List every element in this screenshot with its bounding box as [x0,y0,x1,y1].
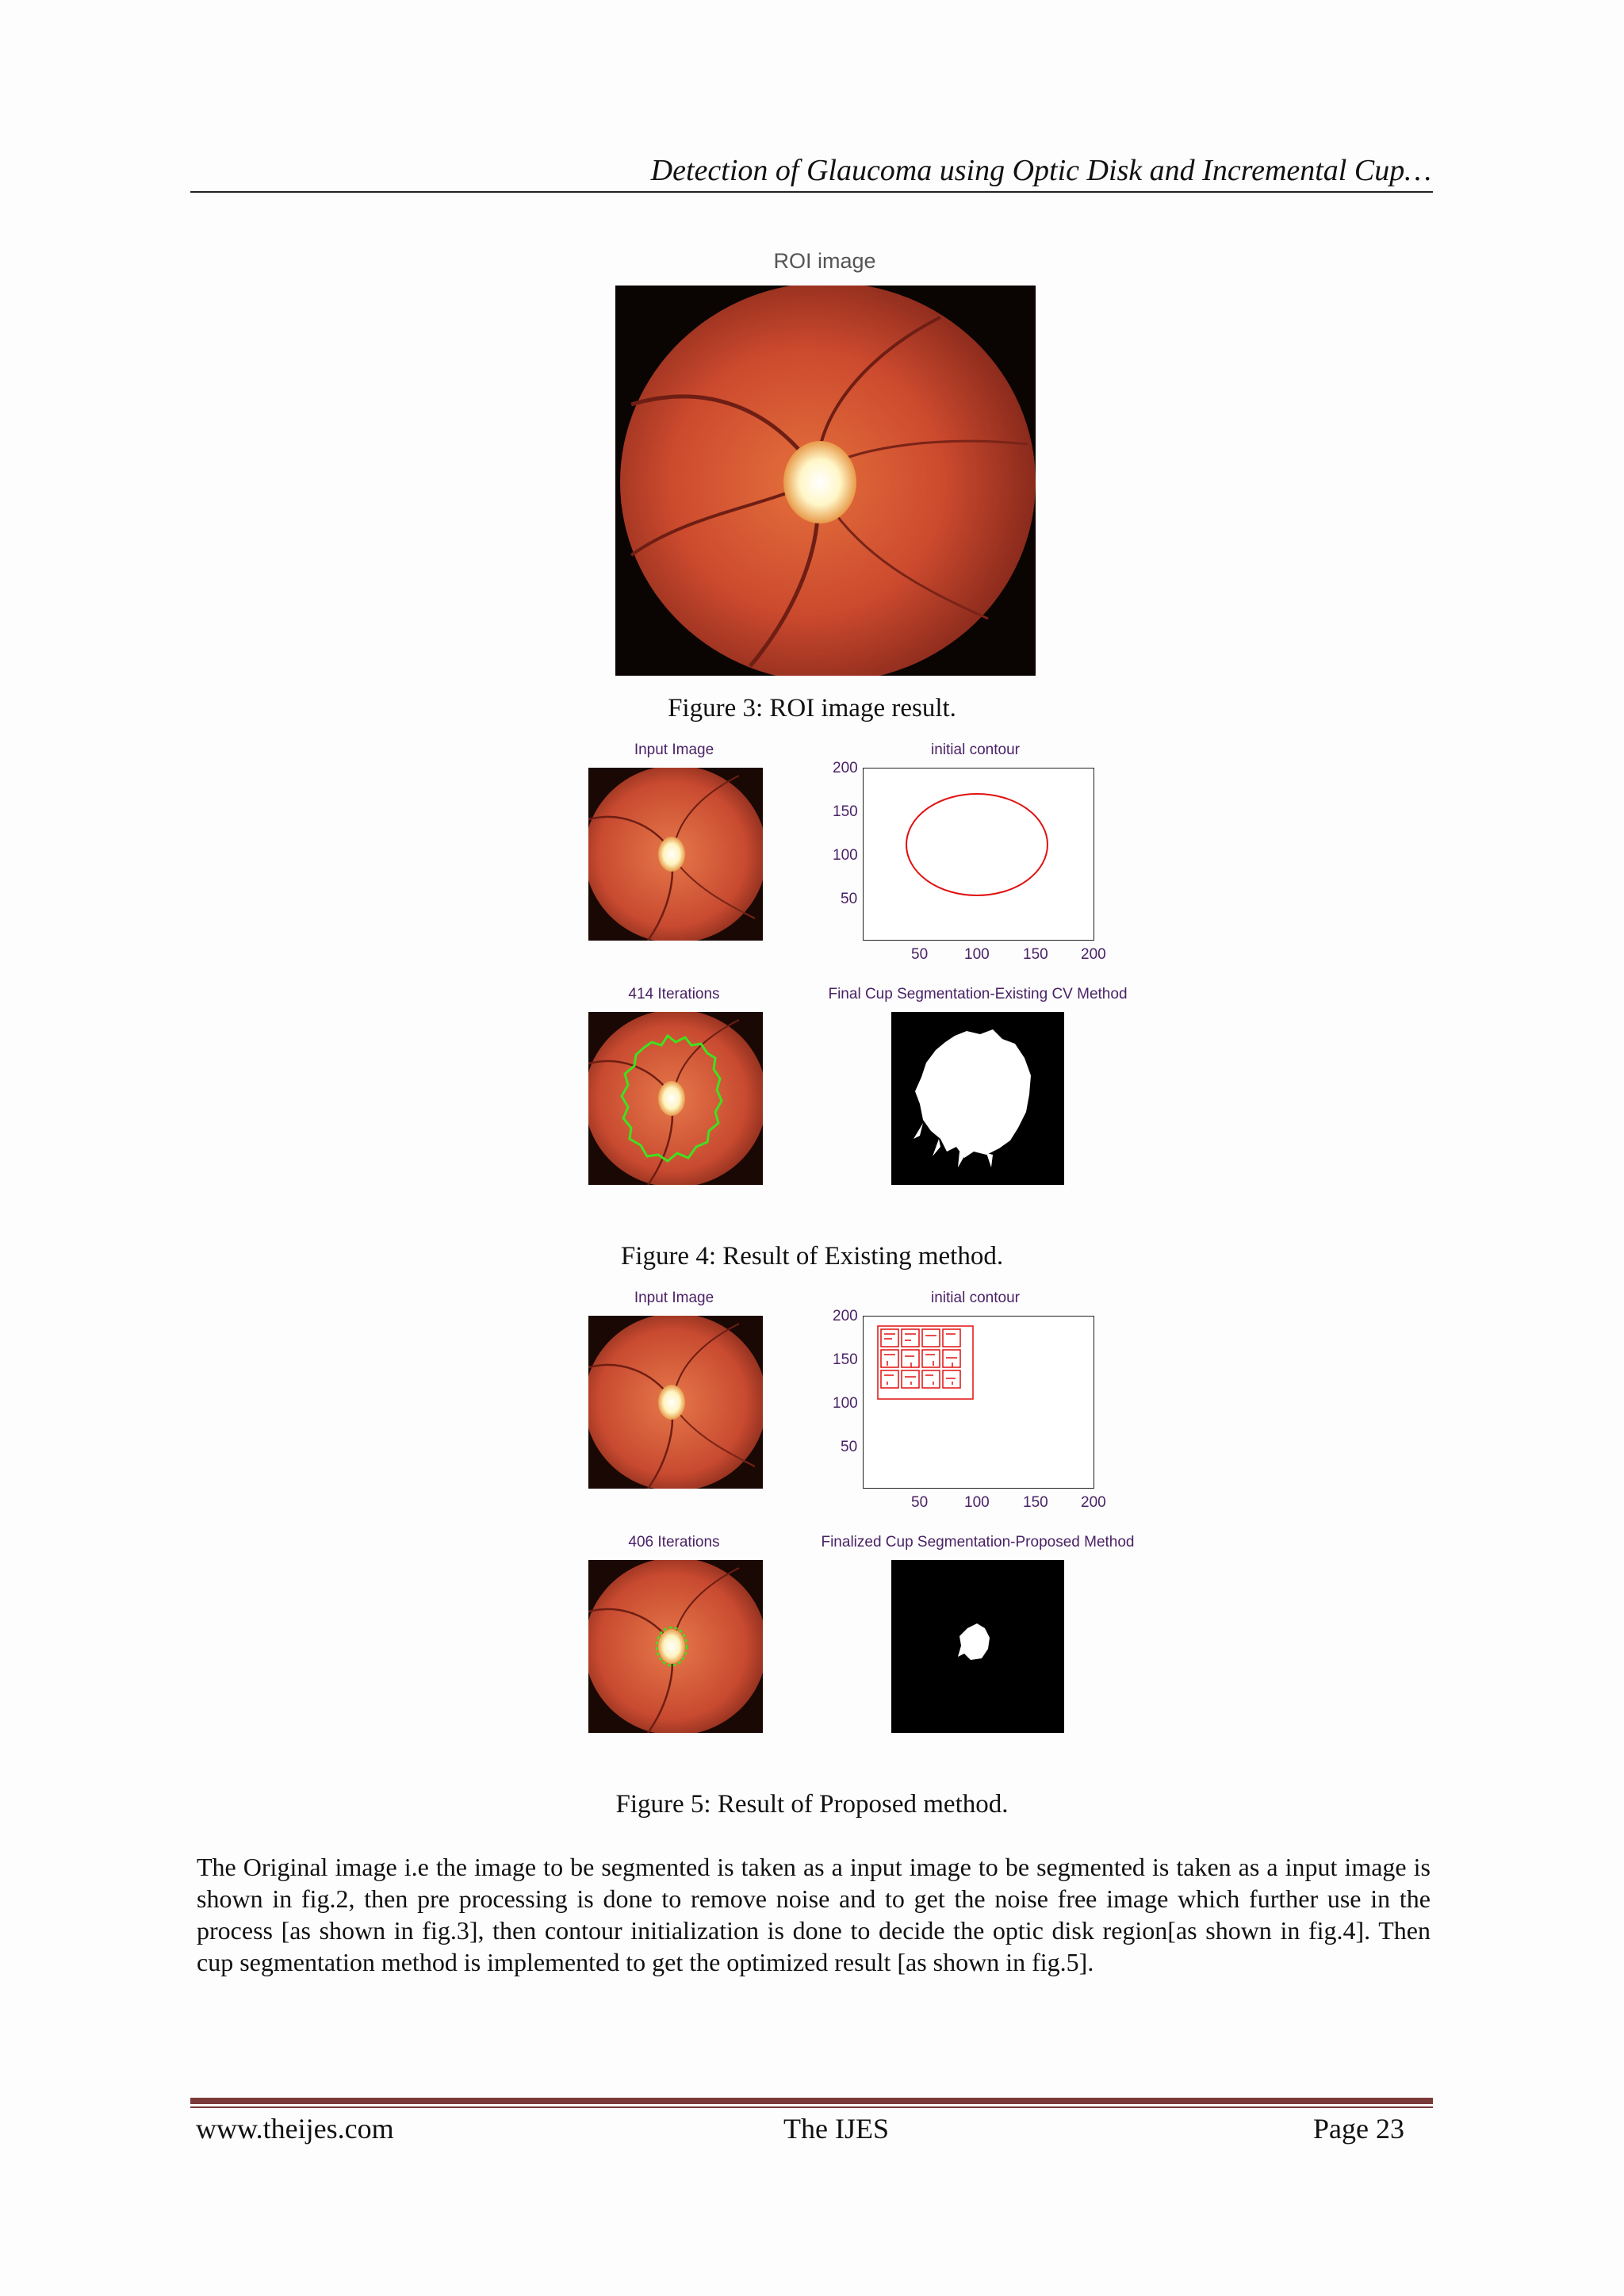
fig5-input-image-title: Input Image [634,1290,714,1306]
fig5-x-tick-100: 100 [964,1494,990,1511]
fig4-y-tick-50: 50 [841,891,858,907]
fig5-x-tick-50: 50 [911,1494,929,1511]
fig4-initial-contour-title: initial contour [931,742,1020,758]
fig4-x-tick-100: 100 [964,946,990,963]
fig5-y-tick-100: 100 [833,1395,858,1412]
footer-rule-thin [190,2106,1433,2108]
roi-retina-image [615,286,1036,676]
fig5-final-segmentation-image [891,1560,1064,1733]
fig5-y-tick-200: 200 [833,1308,858,1324]
figure-5-caption: Figure 5: Result of Proposed method. [615,1790,1009,1819]
fig4-y-tick-150: 150 [833,803,858,820]
fig4-final-segmentation-image [891,1012,1064,1185]
fig5-y-tick-50: 50 [841,1439,858,1455]
header-rule [190,191,1433,193]
footer-rule-thick [190,2098,1433,2104]
fig5-x-tick-150: 150 [1023,1494,1048,1511]
fig5-x-tick-200: 200 [1081,1494,1106,1511]
footer-website: www.theijes.com [196,2113,394,2145]
figure-4-caption: Figure 4: Result of Existing method. [620,1242,1004,1271]
footer-page-number: Page 23 [1313,2113,1404,2145]
fig4-x-tick-50: 50 [911,946,929,963]
fig4-iterations-retina-image [588,1012,763,1185]
fig4-x-tick-200: 200 [1081,946,1106,963]
fig4-input-retina-image [588,768,763,941]
fig4-initial-contour-plot [863,768,1094,941]
fig4-y-tick-200: 200 [833,760,858,776]
fig4-input-image-title: Input Image [634,742,714,758]
fig4-final-segmentation-title: Final Cup Segmentation-Existing CV Method [828,986,1128,1002]
fig5-iterations-retina-image [588,1560,763,1733]
fig5-final-segmentation-title: Finalized Cup Segmentation-Proposed Method [821,1534,1135,1550]
fig5-initial-contour-title: initial contour [931,1290,1020,1306]
fig4-x-tick-150: 150 [1023,946,1048,963]
running-header-title: Detection of Glaucoma using Optic Disk and Incremental Cup… [650,154,1431,187]
fig4-iterations-title: 414 Iterations [628,986,720,1002]
figure-3-caption: Figure 3: ROI image result. [668,694,956,723]
fig5-iterations-title: 406 Iterations [628,1534,720,1550]
footer-journal: The IJES [783,2113,889,2145]
fig5-y-tick-150: 150 [833,1351,858,1368]
body-paragraph: The Original image i.e the image to be segmented is taken as a input image to be segmented is taken as a input image is shown in fig.2, then pre processing is done to remove noise and to get the noise free image which further use in the process [as shown in fig.3], then contour initialization is done to decide the optic disk region[as shown in fig.4]. Then cup segmentation method is implemented to get the optimized result [as shown in fig.5]. [197,1853,1431,1976]
roi-image-title: ROI image [773,249,876,273]
fig5-initial-contour-plot [863,1316,1094,1489]
fig4-y-tick-100: 100 [833,847,858,864]
fig5-input-retina-image [588,1316,763,1489]
